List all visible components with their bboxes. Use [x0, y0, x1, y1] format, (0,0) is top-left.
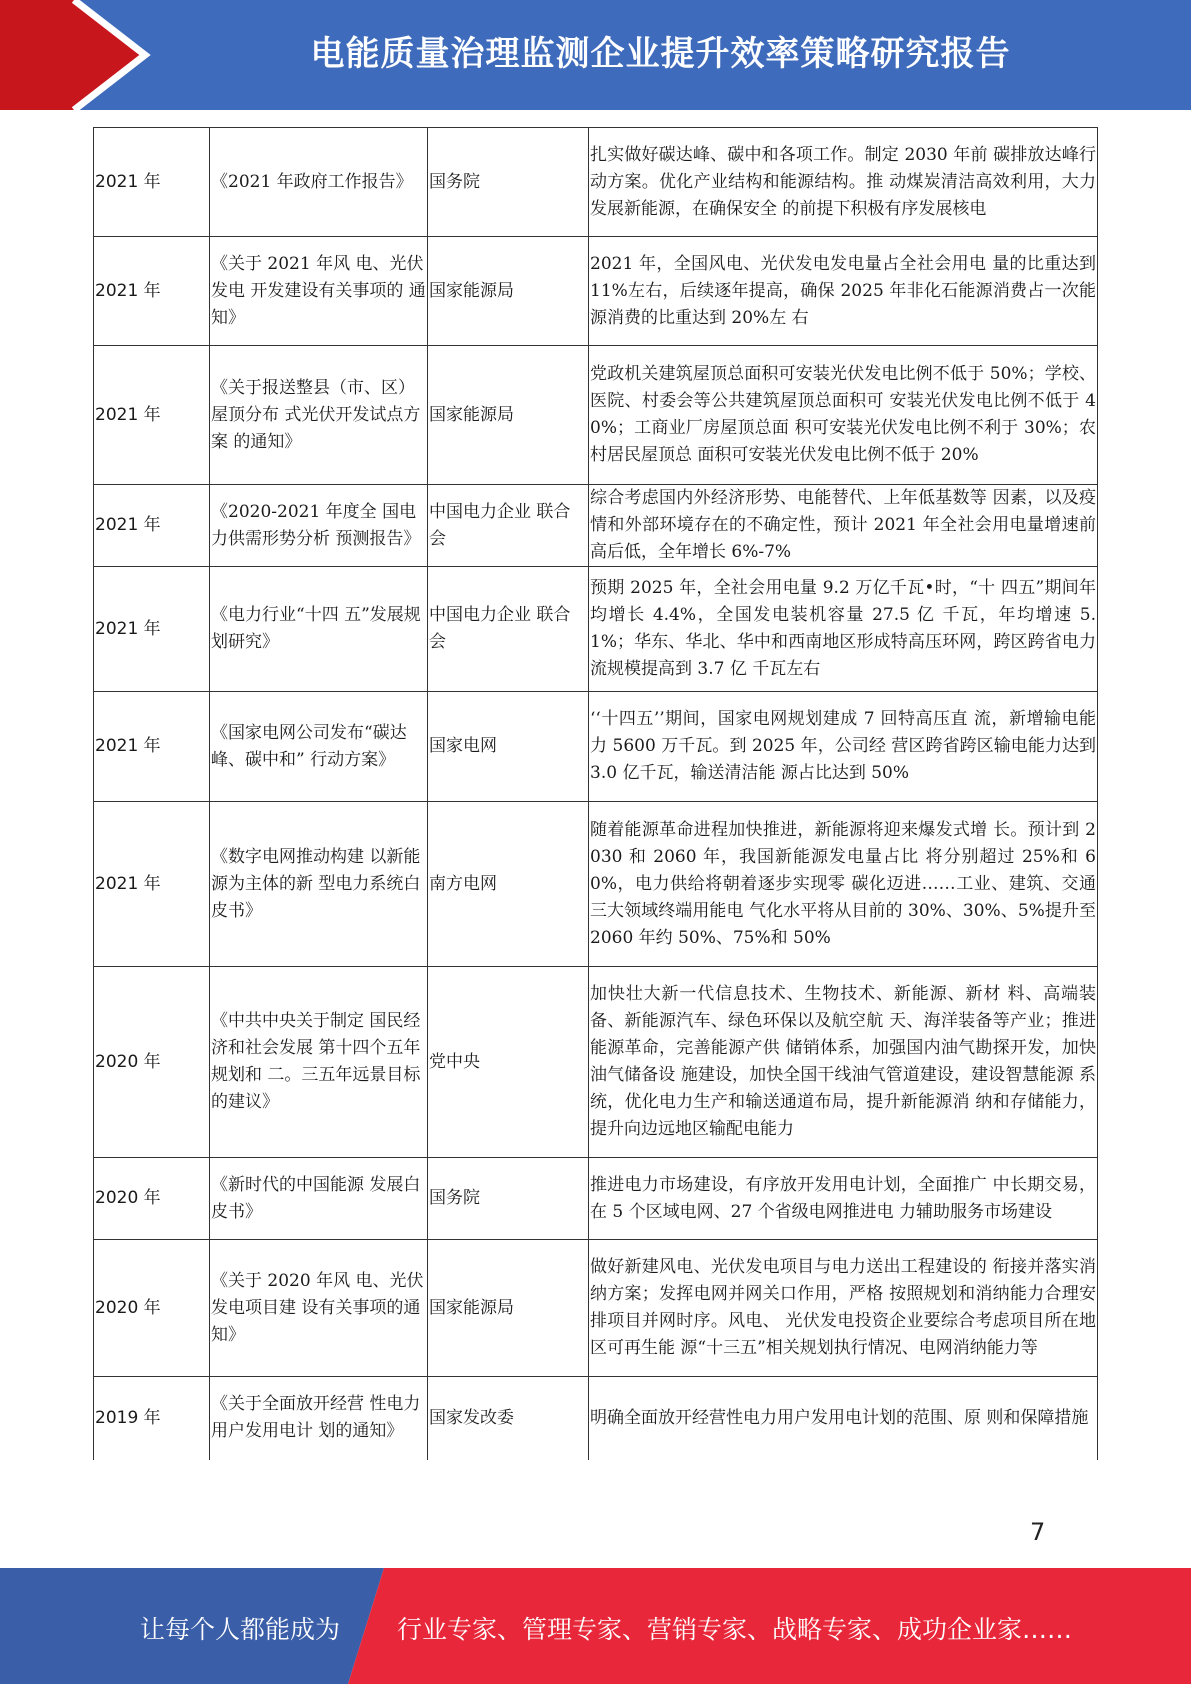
issuer-cell: 国家电网 [428, 692, 589, 802]
year-cell: 2021 年 [94, 346, 210, 485]
table-row [94, 802, 1098, 967]
content-cell: 加快壮大新一代信息技术、生物技术、新能源、新材 料、高端装备、新能源汽车、绿色环保以及航空航 天、海洋装备等产业；推进能源革命，完善能源产供 储销体系，加强国内油气勘探开发，加快油气储备设 施建设，加快全国干线油气管道建设，建设智慧能源 系统，优化电力生产和输送通道布局，提升新能源消 纳和存储能力，提升向边远地区输配电能力 [589, 967, 1098, 1158]
table-row [94, 967, 1098, 1158]
document-cell: 《关于报送整县（市、区）屋顶分布 式光伏开发试点方案 的通知》 [210, 346, 428, 485]
year-cell: 2020 年 [94, 1158, 210, 1240]
policy-table [93, 127, 1098, 1460]
document-cell: 《电力行业“十四 五”发展规划研究》 [210, 567, 428, 692]
issuer-cell: 中国电力企业 联合会 [428, 567, 589, 692]
document-cell: 《数字电网推动构建 以新能源为主体的新 型电力系统白皮书》 [210, 802, 428, 967]
table-row [94, 567, 1098, 692]
issuer-cell: 党中央 [428, 967, 589, 1158]
issuer-cell: 国家能源局 [428, 346, 589, 485]
table-row [94, 346, 1098, 485]
table-row [94, 1377, 1098, 1460]
footer-slogan-left: 让每个人都能成为 [140, 1615, 341, 1644]
year-cell: 2021 年 [94, 802, 210, 967]
content-cell: 扎实做好碳达峰、碳中和各项工作。制定 2030 年前 碳排放达峰行动方案。优化产业结构和能源结构。推 动煤炭清洁高效利用，大力发展新能源，在确保安全 的前提下积极有序发展核电 [589, 128, 1098, 237]
year-cell: 2021 年 [94, 485, 210, 567]
footer-slogan-right: 行业专家、管理专家、营销专家、战略专家、成功企业家…… [397, 1615, 1073, 1644]
year-cell: 2021 年 [94, 237, 210, 346]
issuer-cell: 国家能源局 [428, 1240, 589, 1377]
page-number: 7 [1030, 1518, 1046, 1546]
year-cell: 2020 年 [94, 967, 210, 1158]
year-cell: 2021 年 [94, 692, 210, 802]
year-cell: 2021 年 [94, 567, 210, 692]
document-cell: 《2020-2021 年度全 国电力供需形势分析 预测报告》 [210, 485, 428, 567]
issuer-cell: 国务院 [428, 1158, 589, 1240]
content-cell: ‘‘十四五’’期间，国家电网规划建成 7 回特高压直 流，新增输电能力 5600 万千瓦。到 2025 年，公司经 营区跨省跨区输电能力达到 3.0 亿千瓦，输送清洁能 源占比达到 50% [589, 692, 1098, 802]
issuer-cell: 国家发改委 [428, 1377, 589, 1460]
year-cell: 2021 年 [94, 128, 210, 237]
content-cell: 2021 年，全国风电、光伏发电发电量占全社会用电 量的比重达到 11%左右，后续逐年提高，确保 2025 年非化石能源消费占一次能源消费的比重达到 20%左 右 [589, 237, 1098, 346]
page-footer [0, 1568, 1191, 1684]
report-title: 电能质量治理监测企业提升效率策略研究报告 [310, 34, 1011, 74]
document-cell: 《关于全面放开经营 性电力用户发用电计 划的通知》 [210, 1377, 428, 1460]
document-cell: 《国家电网公司发布“碳达峰、碳中和” 行动方案》 [210, 692, 428, 802]
page-header [0, 0, 1191, 110]
year-cell: 2019 年 [94, 1377, 210, 1460]
content-cell: 明确全面放开经营性电力用户发用电计划的范围、原 则和保障措施 [589, 1377, 1098, 1460]
document-cell: 《中共中央关于制定 国民经济和社会发展 第十四个五年规划和 二。三五年远景目标 的建议》 [210, 967, 428, 1158]
table-row [94, 1240, 1098, 1377]
table-row [94, 237, 1098, 346]
content-cell: 推进电力市场建设，有序放开发用电计划，全面推广 中长期交易，在 5 个区域电网、27 个省级电网推进电 力辅助服务市场建设 [589, 1158, 1098, 1240]
content-cell: 综合考虑国内外经济形势、电能替代、上年低基数等 因素，以及疫情和外部环境存在的不确定性，预计 2021 年全社会用电量增速前高后低，全年增长 6%-7% [589, 485, 1098, 567]
document-cell: 《关于 2021 年风 电、光伏发电 开发建设有关事项的 通知》 [210, 237, 428, 346]
content-cell: 随着能源革命进程加快推进，新能源将迎来爆发式增 长。预计到 2030 和 2060 年，我国新能源发电量占比 将分别超过 25%和 60%，电力供给将朝着逐步实现零 碳化迈进……工业、建筑、交通三大领域终端用能电 气化水平将从目前的 30%、30%、5%提升至 2060 年约 50%、75%和 50% [589, 802, 1098, 967]
content-cell: 预期 2025 年，全社会用电量 9.2 万亿千瓦•时，“十 四五”期间年均增长 4.4%，全国发电装机容量 27.5 亿 千瓦，年均增速 5.1%；华东、华北、华中和西南地区形成特高压环网，跨区跨省电力流规模提高到 3.7 亿 千瓦左右 [589, 567, 1098, 692]
issuer-cell: 国务院 [428, 128, 589, 237]
content-cell: 党政机关建筑屋顶总面积可安装光伏发电比例不低于 50%；学校、医院、村委会等公共建筑屋顶总面积可 安装光伏发电比例不低于 40%；工商业厂房屋顶总面 积可安装光伏发电比例不利于 30%；农村居民屋顶总 面积可安装光伏发电比例不低于 20% [589, 346, 1098, 485]
issuer-cell: 国家能源局 [428, 237, 589, 346]
content-cell: 做好新建风电、光伏发电项目与电力送出工程建设的 衔接并落实消纳方案；发挥电网并网关口作用，严格 按照规划和消纳能力合理安排项目并网时序。风电、 光伏发电投资企业要综合考虑项目所在地区可再生能 源“十三五”相关规划执行情况、电网消纳能力等 [589, 1240, 1098, 1377]
table-row [94, 485, 1098, 567]
document-cell: 《关于 2020 年风 电、光伏发电项目建 设有关事项的通知》 [210, 1240, 428, 1377]
table-row [94, 128, 1098, 237]
issuer-cell: 中国电力企业 联合会 [428, 485, 589, 567]
header-chevron-decoration [0, 0, 160, 110]
year-cell: 2020 年 [94, 1240, 210, 1377]
table-row [94, 692, 1098, 802]
document-cell: 《新时代的中国能源 发展白皮书》 [210, 1158, 428, 1240]
issuer-cell: 南方电网 [428, 802, 589, 967]
table-row [94, 1158, 1098, 1240]
document-cell: 《2021 年政府工作报告》 [210, 128, 428, 237]
